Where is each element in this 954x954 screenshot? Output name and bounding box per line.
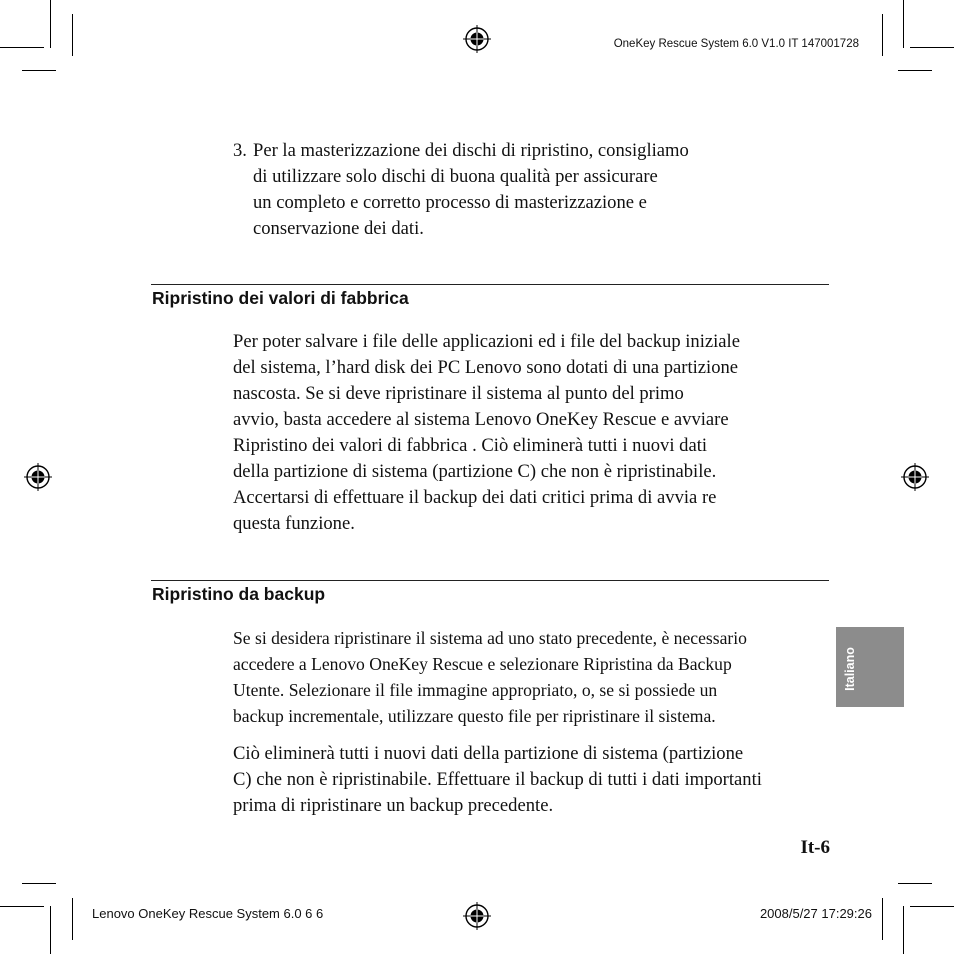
text-line: Ripristino dei valori di fabbrica . Ciò eliminerà tutti i nuovi dati	[233, 435, 708, 456]
text-line: conservazione dei dati.	[253, 218, 424, 239]
text-line: Accertarsi di effettuare il backup dei dati critici prima di avvia re	[233, 487, 717, 508]
text-line: Per la masterizzazione dei dischi di ripristino, consigliamo	[253, 140, 689, 161]
crop-mark	[898, 70, 932, 71]
section-paragraph	[233, 329, 740, 537]
text-line: C) che non è ripristinabile. Effettuare il backup di tutti i dati importanti	[233, 769, 762, 790]
text-line: nascosta. Se si deve ripristinare il sistema al punto del primo	[233, 383, 684, 404]
crop-mark	[50, 906, 51, 954]
crop-mark	[22, 883, 56, 884]
section-paragraph	[233, 625, 747, 729]
text-line: un completo e corretto processo di masterizzazione e	[253, 192, 647, 213]
registration-mark-icon	[24, 463, 52, 491]
text-line: di utilizzare solo dischi di buona qualità per assicurare	[253, 166, 658, 187]
text-line: Per poter salvare i file delle applicazioni ed i file del backup iniziale	[233, 331, 740, 352]
crop-mark	[882, 14, 883, 56]
text-line: Ciò eliminerà tutti i nuovi dati della partizione di sistema (partizione	[233, 743, 744, 764]
text-line: avvio, basta accedere al sistema Lenovo OneKey Rescue e avviare	[233, 409, 729, 430]
section-divider	[151, 284, 829, 285]
section-paragraph	[233, 741, 762, 819]
registration-mark-icon	[901, 463, 929, 491]
crop-mark	[882, 898, 883, 940]
text-line: accedere a Lenovo OneKey Rescue e selezionare Ripristina da Backup	[233, 654, 732, 674]
document-code: OneKey Rescue System 6.0 V1.0 IT 147001728	[613, 38, 859, 50]
crop-mark	[22, 70, 56, 71]
text-line: del sistema, l’hard disk dei PC Lenovo sono dotati di una partizione	[233, 357, 739, 378]
crop-mark	[72, 14, 73, 56]
footer-file-info: Lenovo OneKey Rescue System 6.0 6 6	[92, 906, 324, 921]
text-line: backup incrementale, utilizzare questo file per ripristinare il sistema.	[233, 706, 716, 726]
section-heading-factory-restore: Ripristino dei valori di fabbrica	[152, 288, 409, 308]
registration-mark-icon	[463, 902, 491, 930]
crop-mark	[910, 47, 954, 48]
crop-mark	[898, 883, 932, 884]
text-line: della partizione di sistema (partizione C) che non è ripristinabile.	[233, 461, 717, 482]
registration-mark-icon	[463, 25, 491, 53]
crop-mark	[903, 906, 904, 954]
crop-mark	[910, 906, 954, 907]
list-item-3	[233, 138, 793, 242]
footer-timestamp: 2008/5/27 17:29:26	[759, 906, 872, 921]
section-divider	[151, 580, 829, 581]
text-line: prima di ripristinare un backup precedente.	[233, 795, 554, 816]
crop-mark	[0, 47, 44, 48]
crop-mark	[903, 0, 904, 48]
text-line: questa funzione.	[233, 513, 355, 534]
language-tab-label: Italiano	[843, 647, 857, 691]
page-number: It-6	[800, 837, 830, 858]
text-line: Utente. Selezionare il file immagine appropriato, o, se si possiede un	[233, 680, 718, 700]
text-line: Se si desidera ripristinare il sistema ad uno stato precedente, è necessario	[233, 628, 747, 648]
section-heading-backup-restore: Ripristino da backup	[152, 584, 326, 604]
list-item-number: 3.	[233, 140, 247, 161]
crop-mark	[0, 906, 44, 907]
crop-mark	[50, 0, 51, 48]
language-tab	[836, 627, 904, 707]
crop-mark	[72, 898, 73, 940]
